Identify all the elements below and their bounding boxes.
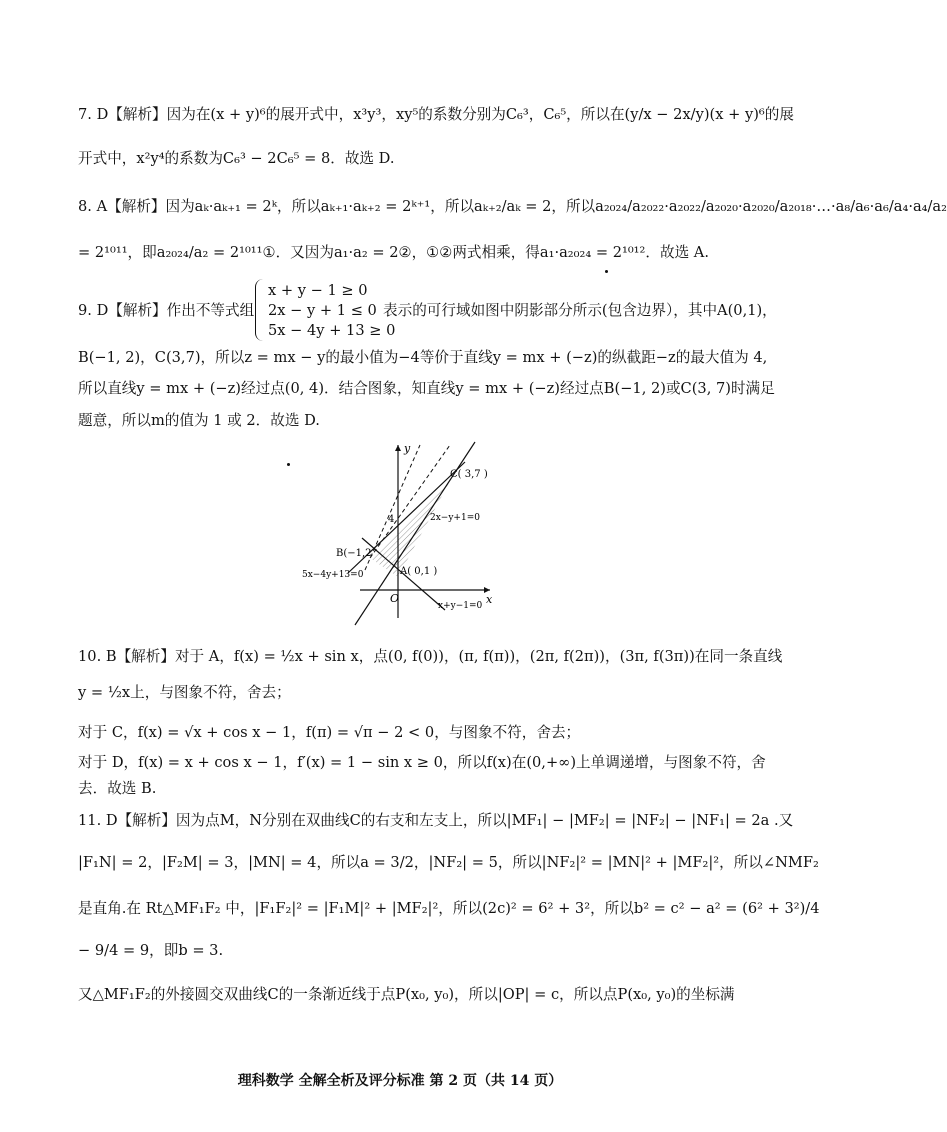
q10-line-3: 对于 C，f(x) = √x + cos x − 1，f(π) = √π − 2 < 0，与图象不符，舍去；: [78, 724, 581, 741]
inequality-3: 5x − 4y + 13 ≥ 0: [268, 322, 396, 339]
q11-line-2: |F₁N| = 2，|F₂M| = 3，|MN| = 4，所以a = 3/2，|NF₂| = 5，所以|NF₂|² = |MN|² + |MF₂|²，所以∠NMF₂: [78, 854, 819, 871]
q7-line-2: 开式中，x²y⁴的系数为C₆³ − 2C₆⁵ = 8．故选 D.: [78, 150, 395, 167]
inequality-1: x + y − 1 ≥ 0: [268, 282, 368, 299]
q9-line-3: 所以直线y = mx + (−z)经过点(0, 4)．结合图象，知直线y = mx + (−z)经过点B(−1, 2)或C(3, 7)时满足: [78, 380, 775, 397]
y-axis-label: y: [404, 442, 411, 455]
q10-line-4: 对于 D，f(x) = x + cos x − 1，f′(x) = 1 − sin x ≥ 0，所以f(x)在(0,+∞)上单调递增，与图象不符，舍: [78, 754, 766, 771]
q8-line-2: = 2¹⁰¹¹，即a₂₀₂₄/a₂ = 2¹⁰¹¹①．又因为a₁·a₂ = 2②，①②两式相乘，得a₁·a₂₀₂₄ = 2¹⁰¹²．故选 A.: [78, 244, 709, 261]
q7-line-1: 7. D【解析】因为在(x + y)⁶的展开式中，x³y³，xy⁵的系数分别为C₆³，C₆⁵，所以在(y/x − 2x/y)(x + y)⁶的展: [78, 106, 794, 123]
feasible-region-figure: [300, 440, 500, 625]
y-axis-arrow: [395, 445, 401, 451]
inequality-2: 2x − y + 1 ≤ 0: [268, 302, 377, 319]
x-axis-label: x: [486, 593, 493, 606]
q10-line-1: 10. B【解析】对于 A，f(x) = ½x + sin x，点(0, f(0))，(π, f(π))，(2π, f(2π))，(3π, f(3π))在同一条直线: [78, 648, 783, 665]
q9-line-4: 题意，所以m的值为 1 或 2．故选 D.: [78, 412, 320, 429]
page-footer: 理科数学 全解全析及评分标准 第 2 页（共 14 页）: [237, 1073, 563, 1089]
stray-dot: [287, 463, 290, 466]
q9-line-1a: 9. D【解析】作出不等式组: [78, 302, 255, 319]
q8-line-1: 8. A【解析】因为aₖ·aₖ₊₁ = 2ᵏ，所以aₖ₊₁·aₖ₊₂ = 2ᵏ⁺¹，所以aₖ₊₂/aₖ = 2，所以a₂₀₂₄/a₂₀₂₂·a₂₀₂₂/a₂₀₂₀·a₂₀₂₀/a₂₀₁₈·…·a₈/a₆·a₆/a₄·a₄/a₂: [78, 198, 947, 215]
q10-line-2: y = ½x上，与图象不符，舍去；: [78, 684, 291, 701]
point-b-label: B(−1,2: [336, 548, 372, 559]
line-label-1: 2x−y+1=0: [430, 513, 480, 523]
line-label-3: x+y−1=0: [438, 601, 483, 611]
q11-line-5: 又△MF₁F₂的外接圆交双曲线C的一条渐近线于点P(x₀, y₀)，所以|OP| = c，所以点P(x₀, y₀)的坐标满: [78, 986, 735, 1003]
q11-line-3: 是直角.在 Rt△MF₁F₂ 中，|F₁F₂|² = |F₁M|² + |MF₂|²，所以(2c)² = 6² + 3²，所以b² = c² − a² = (6² + 3²)/4: [78, 900, 820, 917]
origin-label: O: [390, 592, 400, 605]
q9-line-2: B(−1, 2)，C(3,7)，所以z = mx − y的最小值为−4等价于直线y = mx + (−z)的纵截距−z的最大值为 4,: [78, 349, 768, 366]
q10-line-5: 去．故选 B.: [78, 780, 157, 797]
q9-line-1b: 表示的可行域如图中阴影部分所示(包含边界），其中A(0,1)，: [383, 302, 777, 319]
tick-4: 4: [388, 514, 395, 525]
q11-line-4: − 9/4 = 9，即b = 3.: [78, 942, 224, 959]
point-c-label: C( 3,7 ): [450, 469, 488, 480]
shaded-region: [370, 481, 450, 577]
point-a-label: A( 0,1 ): [400, 566, 438, 577]
stray-dot-2: [605, 270, 608, 273]
q11-line-1: 11. D【解析】因为点M，N分别在双曲线C的右支和左支上，所以|MF₁| − |MF₂| = |NF₂| − |NF₁| = 2a .又: [78, 812, 794, 829]
line-label-2: 5x−4y+13=0: [302, 570, 364, 580]
